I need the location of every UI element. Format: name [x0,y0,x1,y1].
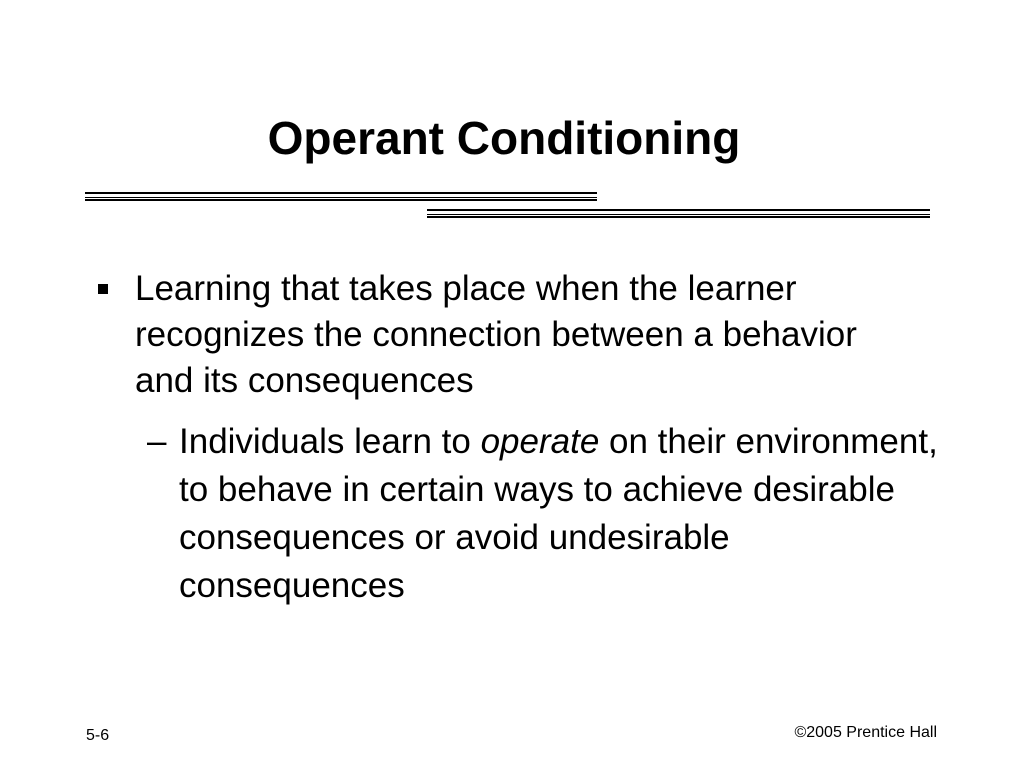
copyright-notice: ©2005 Prentice Hall [794,724,937,741]
sub-bullet-text-start: Individuals learn to [179,422,481,461]
title-divider-left [85,192,597,201]
dash-bullet-icon: – [147,422,167,461]
title-divider-right [427,209,930,218]
bullet-text: Learning that takes place when the learner recognizes the connection between a behavior and its consequences [135,269,857,400]
slide-title: Operant Conditioning [267,112,741,164]
page-number: 5-6 [86,727,110,744]
sub-bullet-text-end: on their environment, to behave in certain ways to achieve desirable consequences or avoid undesirable consequences [179,422,938,605]
square-bullet-icon [98,284,108,294]
sub-bullet-text [179,418,939,610]
emphasized-word: operate [480,422,600,461]
